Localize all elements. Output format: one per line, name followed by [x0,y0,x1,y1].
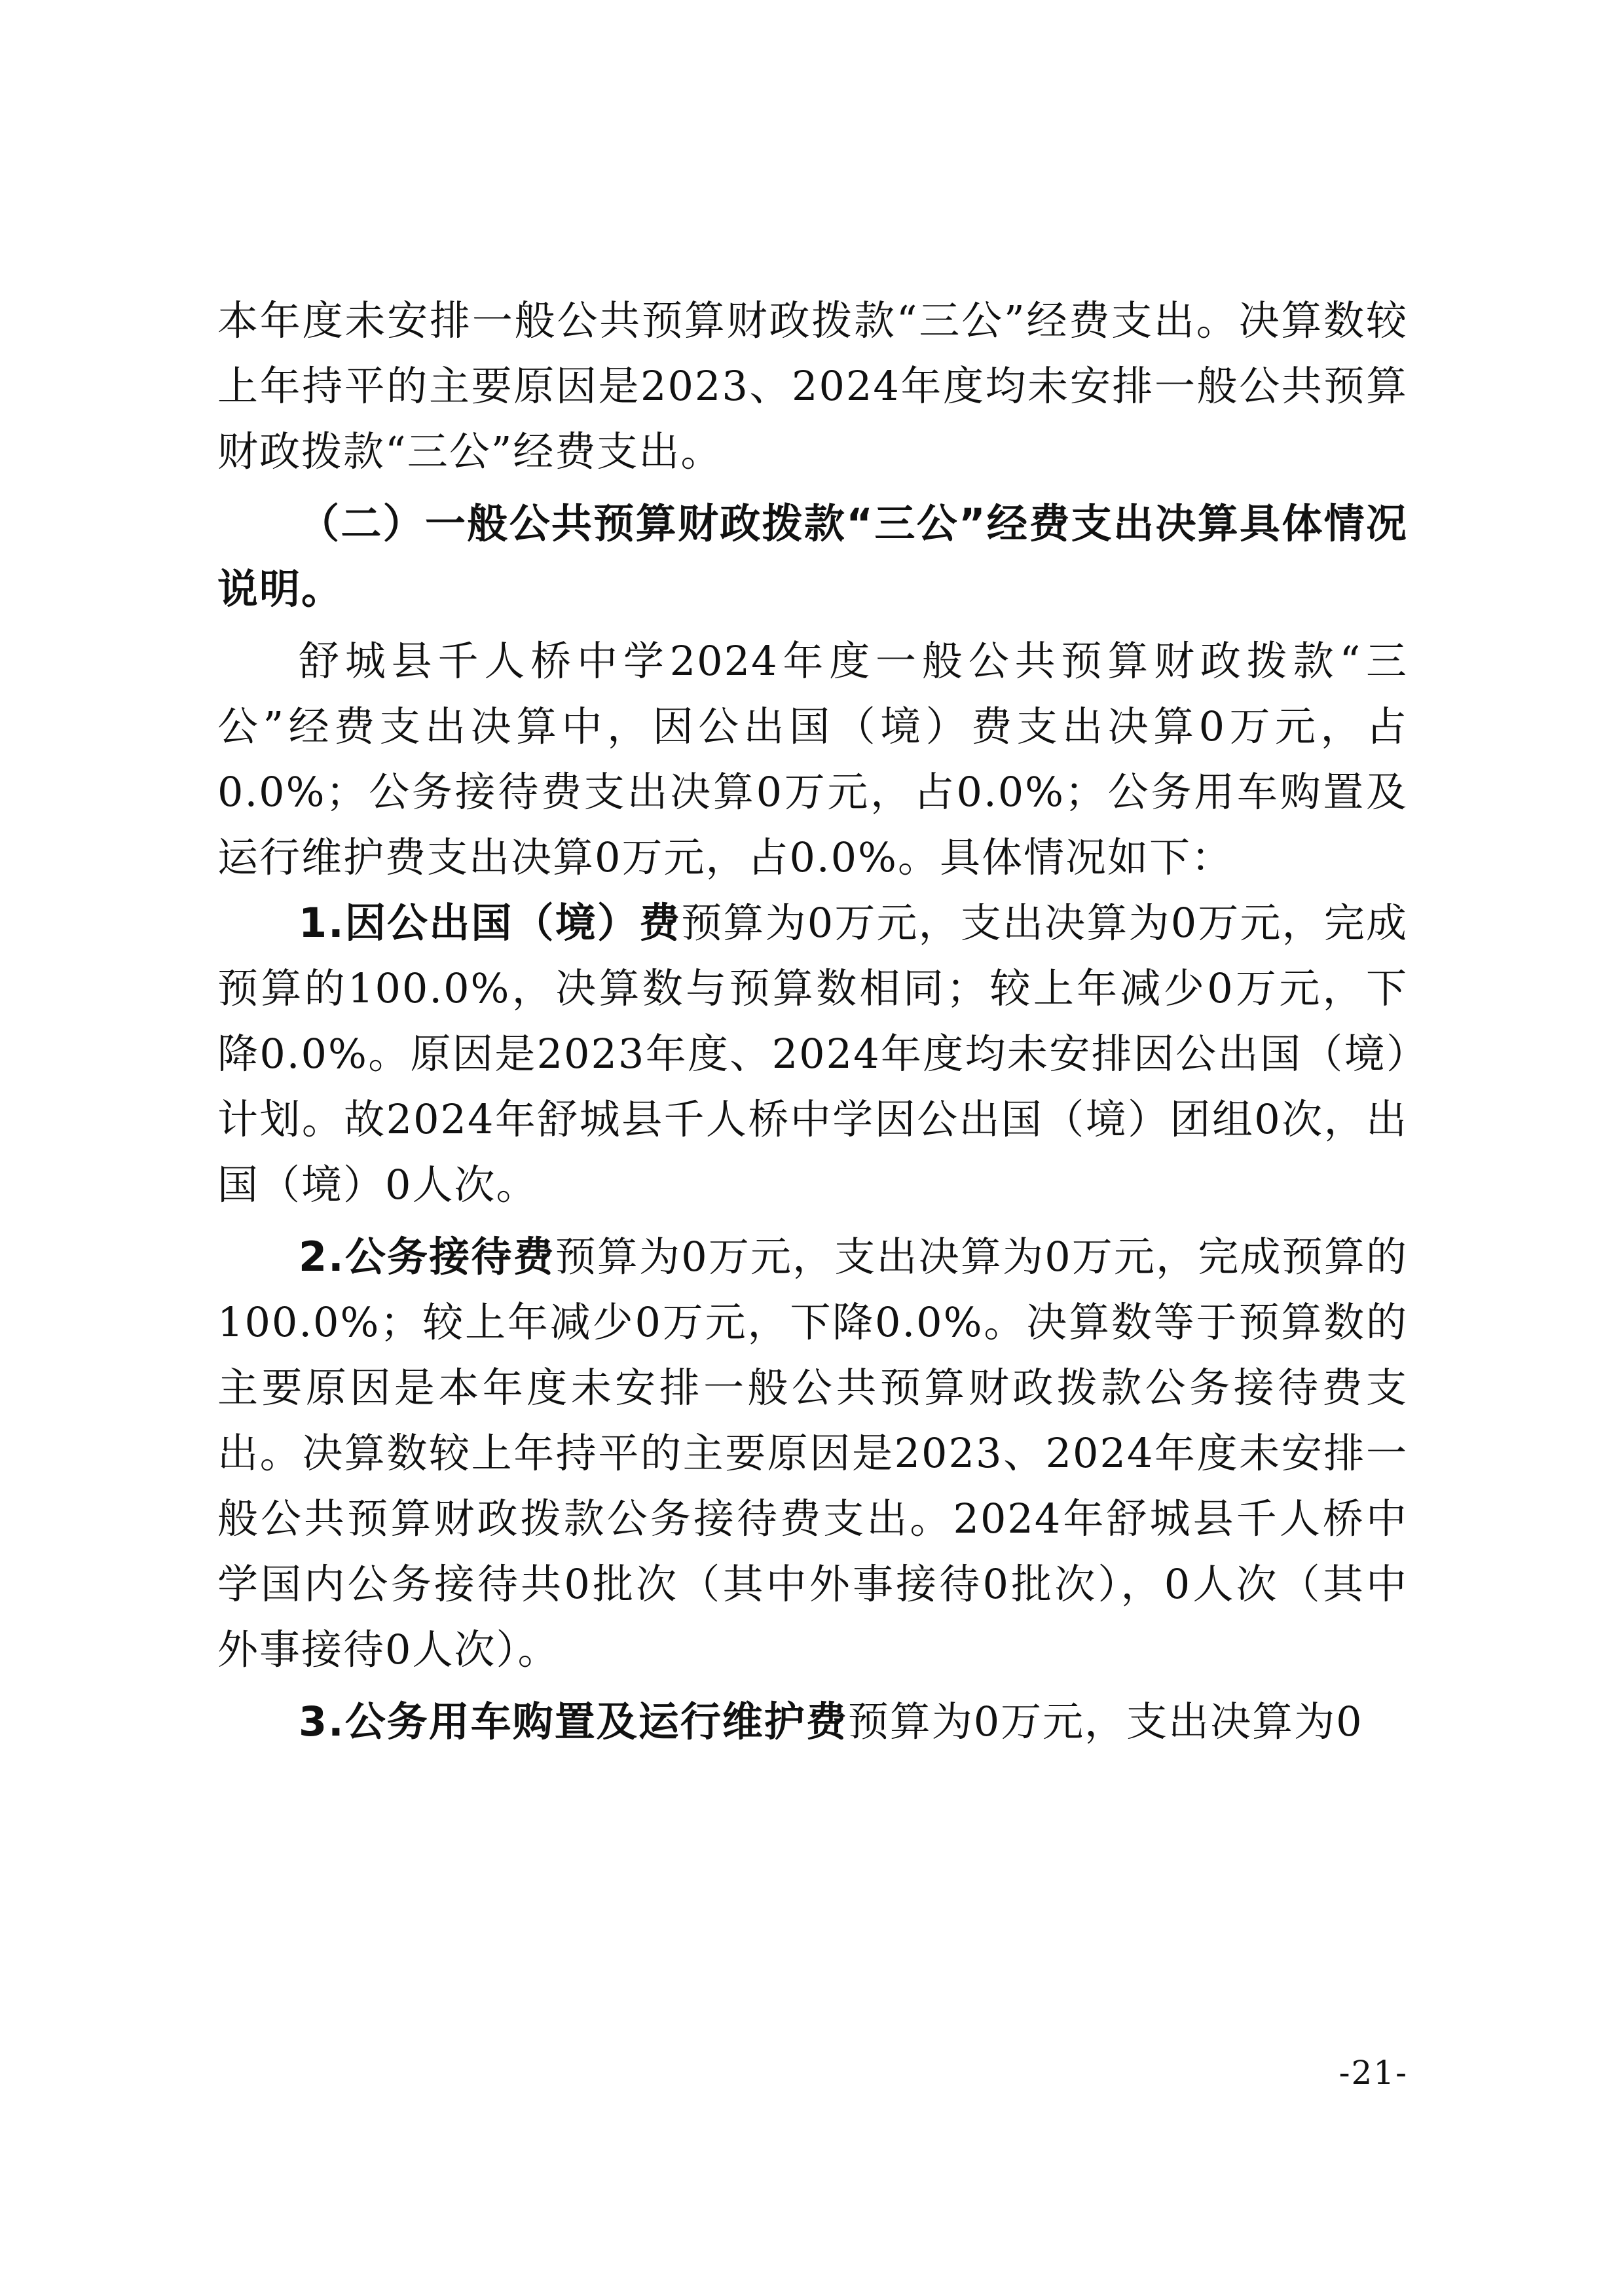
paragraph-summary: 舒城县千人桥中学2024年度一般公共预算财政拨款“三公”经费支出决算中，因公出国（境）费支出决算0万元，占0.0%；公务接待费支出决算0万元，占0.0%；公务用车购置及运行维护费支出决算0万元，占0.0%。具体情况如下： [217,637,1408,881]
item-official-vehicles [217,1689,1408,1755]
item-official-reception-title: 2.公务接待费 [299,1233,555,1281]
item-official-reception [217,1224,1408,1683]
item-overseas-travel [217,890,1408,1218]
item-official-reception-text: 预算为0万元，支出决算为0万元，完成预算的100.0%；较上年减少0万元，下降0.0%。决算数等于预算数的主要原因是本年度未安排一般公共预算财政拨款公务接待费支出。决算数较上年持平的主要原因是2023、2024年度未安排一般公共预算财政拨款公务接待费支出。2024年舒城县千人桥中学国内公务接待共0批次（其中外事接待0批次），0人次（其中外事接待0人次）。 [217,1233,1408,1673]
paragraph-continuation: 本年度未安排一般公共预算财政拨款“三公”经费支出。决算数较上年持平的主要原因是2023、2024年度均未安排一般公共预算财政拨款“三公”经费支出。 [217,297,1408,475]
document-body [217,288,1408,1755]
page-number: -21- [1338,2054,1408,2092]
section-heading: （二）一般公共预算财政拨款“三公”经费支出决算具体情况说明。 [217,500,1408,613]
item-official-vehicles-text: 预算为0万元，支出决算为0 [847,1698,1363,1745]
item-overseas-travel-title: 1.因公出国（境）费 [299,899,682,947]
item-official-vehicles-title: 3.公务用车购置及运行维护费 [299,1698,848,1745]
item-overseas-travel-text: 预算为0万元，支出决算为0万元，完成预算的100.0%，决算数与预算数相同；较上年减少0万元，下降0.0%。原因是2023年度、2024年度均未安排因公出国（境）计划。故2024年舒城县千人桥中学因公出国（境）团组0次，出国（境）0人次。 [217,899,1408,1209]
